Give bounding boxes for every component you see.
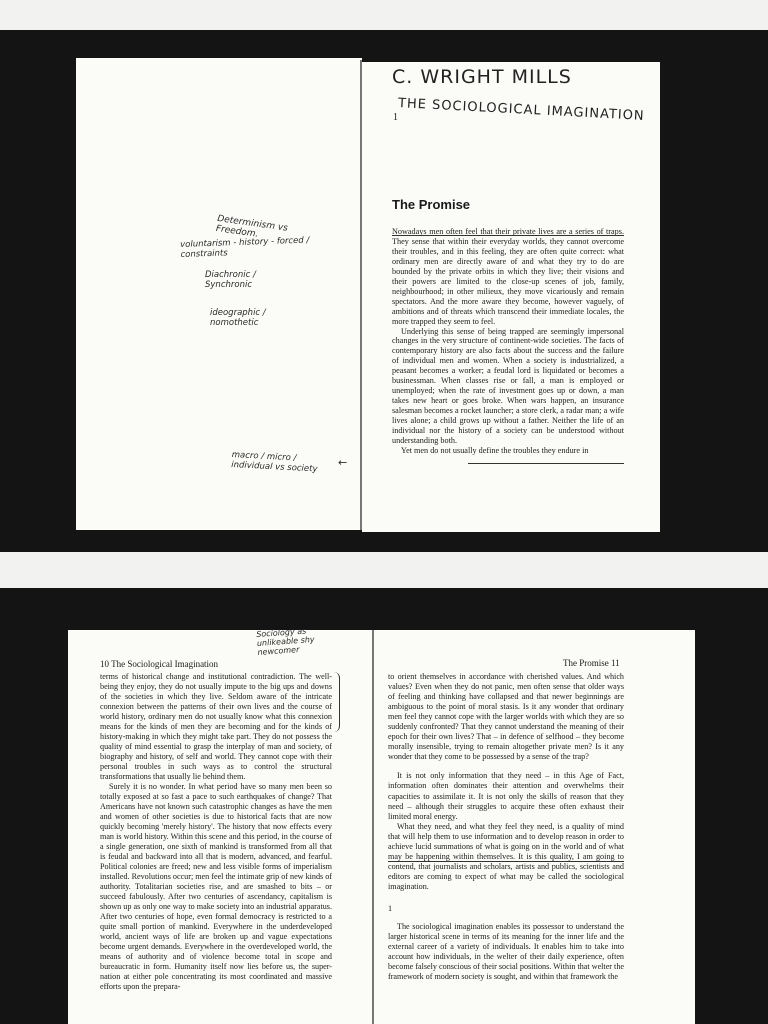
bracket-mark-left (333, 672, 340, 732)
handwritten-author: C. WRIGHT MILLS (392, 66, 572, 88)
spread2-left-text (100, 672, 332, 993)
underline-mark-2 (468, 463, 624, 464)
spread2-right-paragraph-2: It is not only information that they need – in this Age of Fact, information often dominates their attention and overwhelms their capacities to assimilate it. It is not only the skills of reason that they need – although their struggles to acquire these often exhaust their limited moral energy. (388, 771, 624, 821)
spread1-text (392, 227, 624, 456)
spine-top (360, 60, 362, 530)
chapter-number: 1 (393, 112, 398, 123)
spread2-right-paragraph-1: to orient themselves in accordance with cherished values. And which values? Even when they do not panic, men often sense that older ways of feeling and thinking have collapsed and that newer beginnings are ambiguous to the point of moral stasis. Is it any wonder that ordinary men feel they cannot cope with the larger worlds with which they are so suddenly confronted? That they cannot understand the meaning of their epoch for their own lives? That – in defence of selfhood – they become morally insensible, trying to remain altogether private men? Is it any wonder that they come to be possessed by a sense of the trap? (388, 672, 624, 762)
section-number: 1 (388, 903, 393, 913)
spread2-left-paragraph-2: Surely it is no wonder. In what period have so many men been so totally exposed at so fast a pace to such earthquakes of change? That Americans have not known such catastrophic changes as have the men and women of other societies is due to historical facts that are now quickly becoming 'merely history'. The history that now effects every man is world history. Within this scene and this period, in the course of a single generation, one sixth of mankind is transformed from all that is feudal and backward into all that is modern, advanced, and fearful. Political colonies are freed; new and less visible forms of imperialism installed. Revolutions occur; men feel the intimate grip of new kinds of authority. Totalitarian societies rise, and are smashed to bits – or succeed fabulously. After two centuries of ascendancy, capitalism is shown up as only one way to make society into an industrial apparatus. After two centuries of hope, even formal democracy is restricted to a quite small portion of mankind. Everywhere in the underdeveloped world, ancient ways of life are broken up and vague expectations become urgent demands. Everywhere in the overdeveloped world, the means of authority and of violence become total in scope and bureaucratic in form. Humanity itself now lies before us, the super-nation at either pole concentrating its most coordinated and massive efforts upon the prepara- (100, 782, 332, 992)
handwritten-book-title: THE SOCIOLOGICAL IMAGINATION (397, 96, 645, 124)
handwritten-note-1: Determinism vs Freedom. (215, 214, 289, 240)
spread1-paragraph-1: Nowadays men often feel that their private lives are a series of traps. They sense that within their everyday worlds, they cannot overcome their troubles, and in this feeling, they are often quite correct: what ordinary men are directly aware of and what they try to do are bounded by the private orbits in which they live; their visions and their powers are limited to the close-up scenes of job, family, neighbourhood; in other milieux, they move vicariously and remain spectators. And the more aware they become, however vaguely, of ambitions and of threats which transcend their immediate locales, the more trapped they seem to feel. (392, 227, 624, 326)
spread1-paragraph-3: Yet men do not usually define the troubles they endure in (401, 445, 589, 455)
chapter-title: The Promise (392, 197, 471, 212)
spine-bottom (372, 630, 374, 1024)
arrow-mark: ← (338, 456, 348, 469)
handwritten-note-bottom: Sociology as unlikeable shy newcomer (256, 626, 315, 657)
handwritten-note-3: Diachronic / Synchronic (205, 270, 256, 290)
spread2-right-paragraph-3: What they need, and what they feel they need, is a quality of mind that will help them to use information and to develop reason in order to achieve lucid summations of what is going on in the world and of what may be happening within themselves. It is this quality, I am going to contend, that journalists and scholars, artists and publics, scientists and editors are coming to expect of what may be called the sociological imagination. (388, 821, 624, 891)
handwritten-note-4: ideographic / nomothetic (210, 308, 266, 328)
handwritten-note-5: macro / micro / individual vs society (230, 450, 318, 475)
spread1-paragraph-2: Underlying this sense of being trapped are seemingly impersonal changes in the very structure of continent-wide societies. The facts of contemporary history are also facts about the success and the failure of individual men and women. When a society is industrialized, a peasant becomes a worker; a feudal lord is liquidated or becomes a businessman. When classes rise or fall, a man is employed or unemployed; when the rate of investment goes up or down, a man takes new heart or goes broke. When wars happen, an insurance salesman becomes a rocket launcher; a store clerk, a radar man; a wife lives alone; a child grows up without a father. Neither the life of an individual nor the history of a society can be understood without understanding both. (392, 326, 624, 446)
handwritten-note-2: voluntarism - history - forced / constraints (180, 235, 310, 260)
right-running-header: The Promise 11 (563, 658, 620, 668)
section-paragraph: The sociological imagination enables its possessor to understand the larger historical scene in terms of its meaning for the inner life and the external career of a variety of individuals. It enables him to take into account how individuals, in the welter of their daily experience, often become falsely conscious of their social positions. Within that welter the framework of modern society is sought, and within that framework the (388, 922, 624, 982)
spread2-left-paragraph-1: terms of historical change and institutional contradiction. The well-being they enjoy, they do not usually impute to the big ups and downs of the societies in which they live. Seldom aware of the intricate connexion between the patterns of their own lives and the course of world history, ordinary men do not usually know what this connexion means for the kinds of men they are becoming and for the kinds of history-making in which they might take part. They do not possess the quality of mind essential to grasp the interplay of man and society, of biography and history, of self and world. They cannot cope with their personal troubles in such ways as to control the structural transformations that usually lie behind them. (100, 672, 332, 782)
underline-mark-1 (392, 235, 624, 236)
spread2-right-text (388, 672, 624, 982)
left-running-header: 10 The Sociological Imagination (100, 659, 219, 669)
underline-mark-3 (388, 861, 624, 862)
